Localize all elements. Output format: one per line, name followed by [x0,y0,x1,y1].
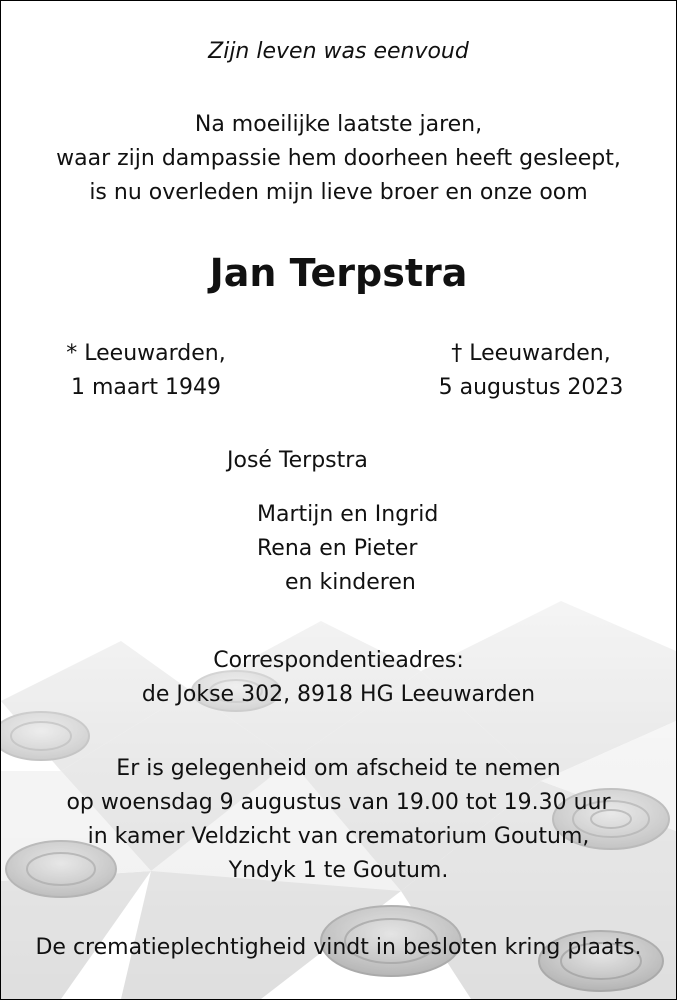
farewell-line: in kamer Veldzicht van crematorium Goutum, [87,824,590,849]
deceased-name: Jan Terpstra [209,251,468,295]
birth-info [41,337,251,405]
mourner-sister: José Terpstra [227,448,368,473]
mourner-family [257,498,438,600]
correspondence-block [1,644,676,712]
farewell-block [1,752,676,888]
intro-line: is nu overleden mijn lieve broer en onze oom [89,180,588,205]
farewell-line: op woensdag 9 augustus van 19.00 tot 19.30 uur [66,790,611,815]
birth-date: 1 maart 1949 [70,375,222,400]
death-place: † Leeuwarden, [451,341,611,366]
correspondence-label: Correspondentieadres: [213,648,464,673]
correspondence-address: de Jokse 302, 8918 HG Leeuwarden [141,682,536,707]
birth-place: * Leeuwarden, [66,341,226,366]
motto: Zijn leven was eenvoud [208,39,469,64]
intro-text [1,108,676,210]
intro-line: waar zijn dampassie hem doorheen heeft gesleept, [56,146,621,171]
closing-note: De crematieplechtigheid vindt in besloten kring plaats. [35,935,642,960]
intro-line: Na moeilijke laatste jaren, [194,112,483,137]
death-date: 5 augustus 2023 [438,375,624,400]
mourner-line: Martijn en Ingrid [257,502,439,527]
mourner-line: Rena en Pieter [257,536,418,561]
farewell-line: Er is gelegenheid om afscheid te nemen [116,756,561,781]
death-info [421,337,641,405]
mourner-line: en kinderen [285,570,416,595]
farewell-line: Yndyk 1 te Goutum. [228,858,449,883]
